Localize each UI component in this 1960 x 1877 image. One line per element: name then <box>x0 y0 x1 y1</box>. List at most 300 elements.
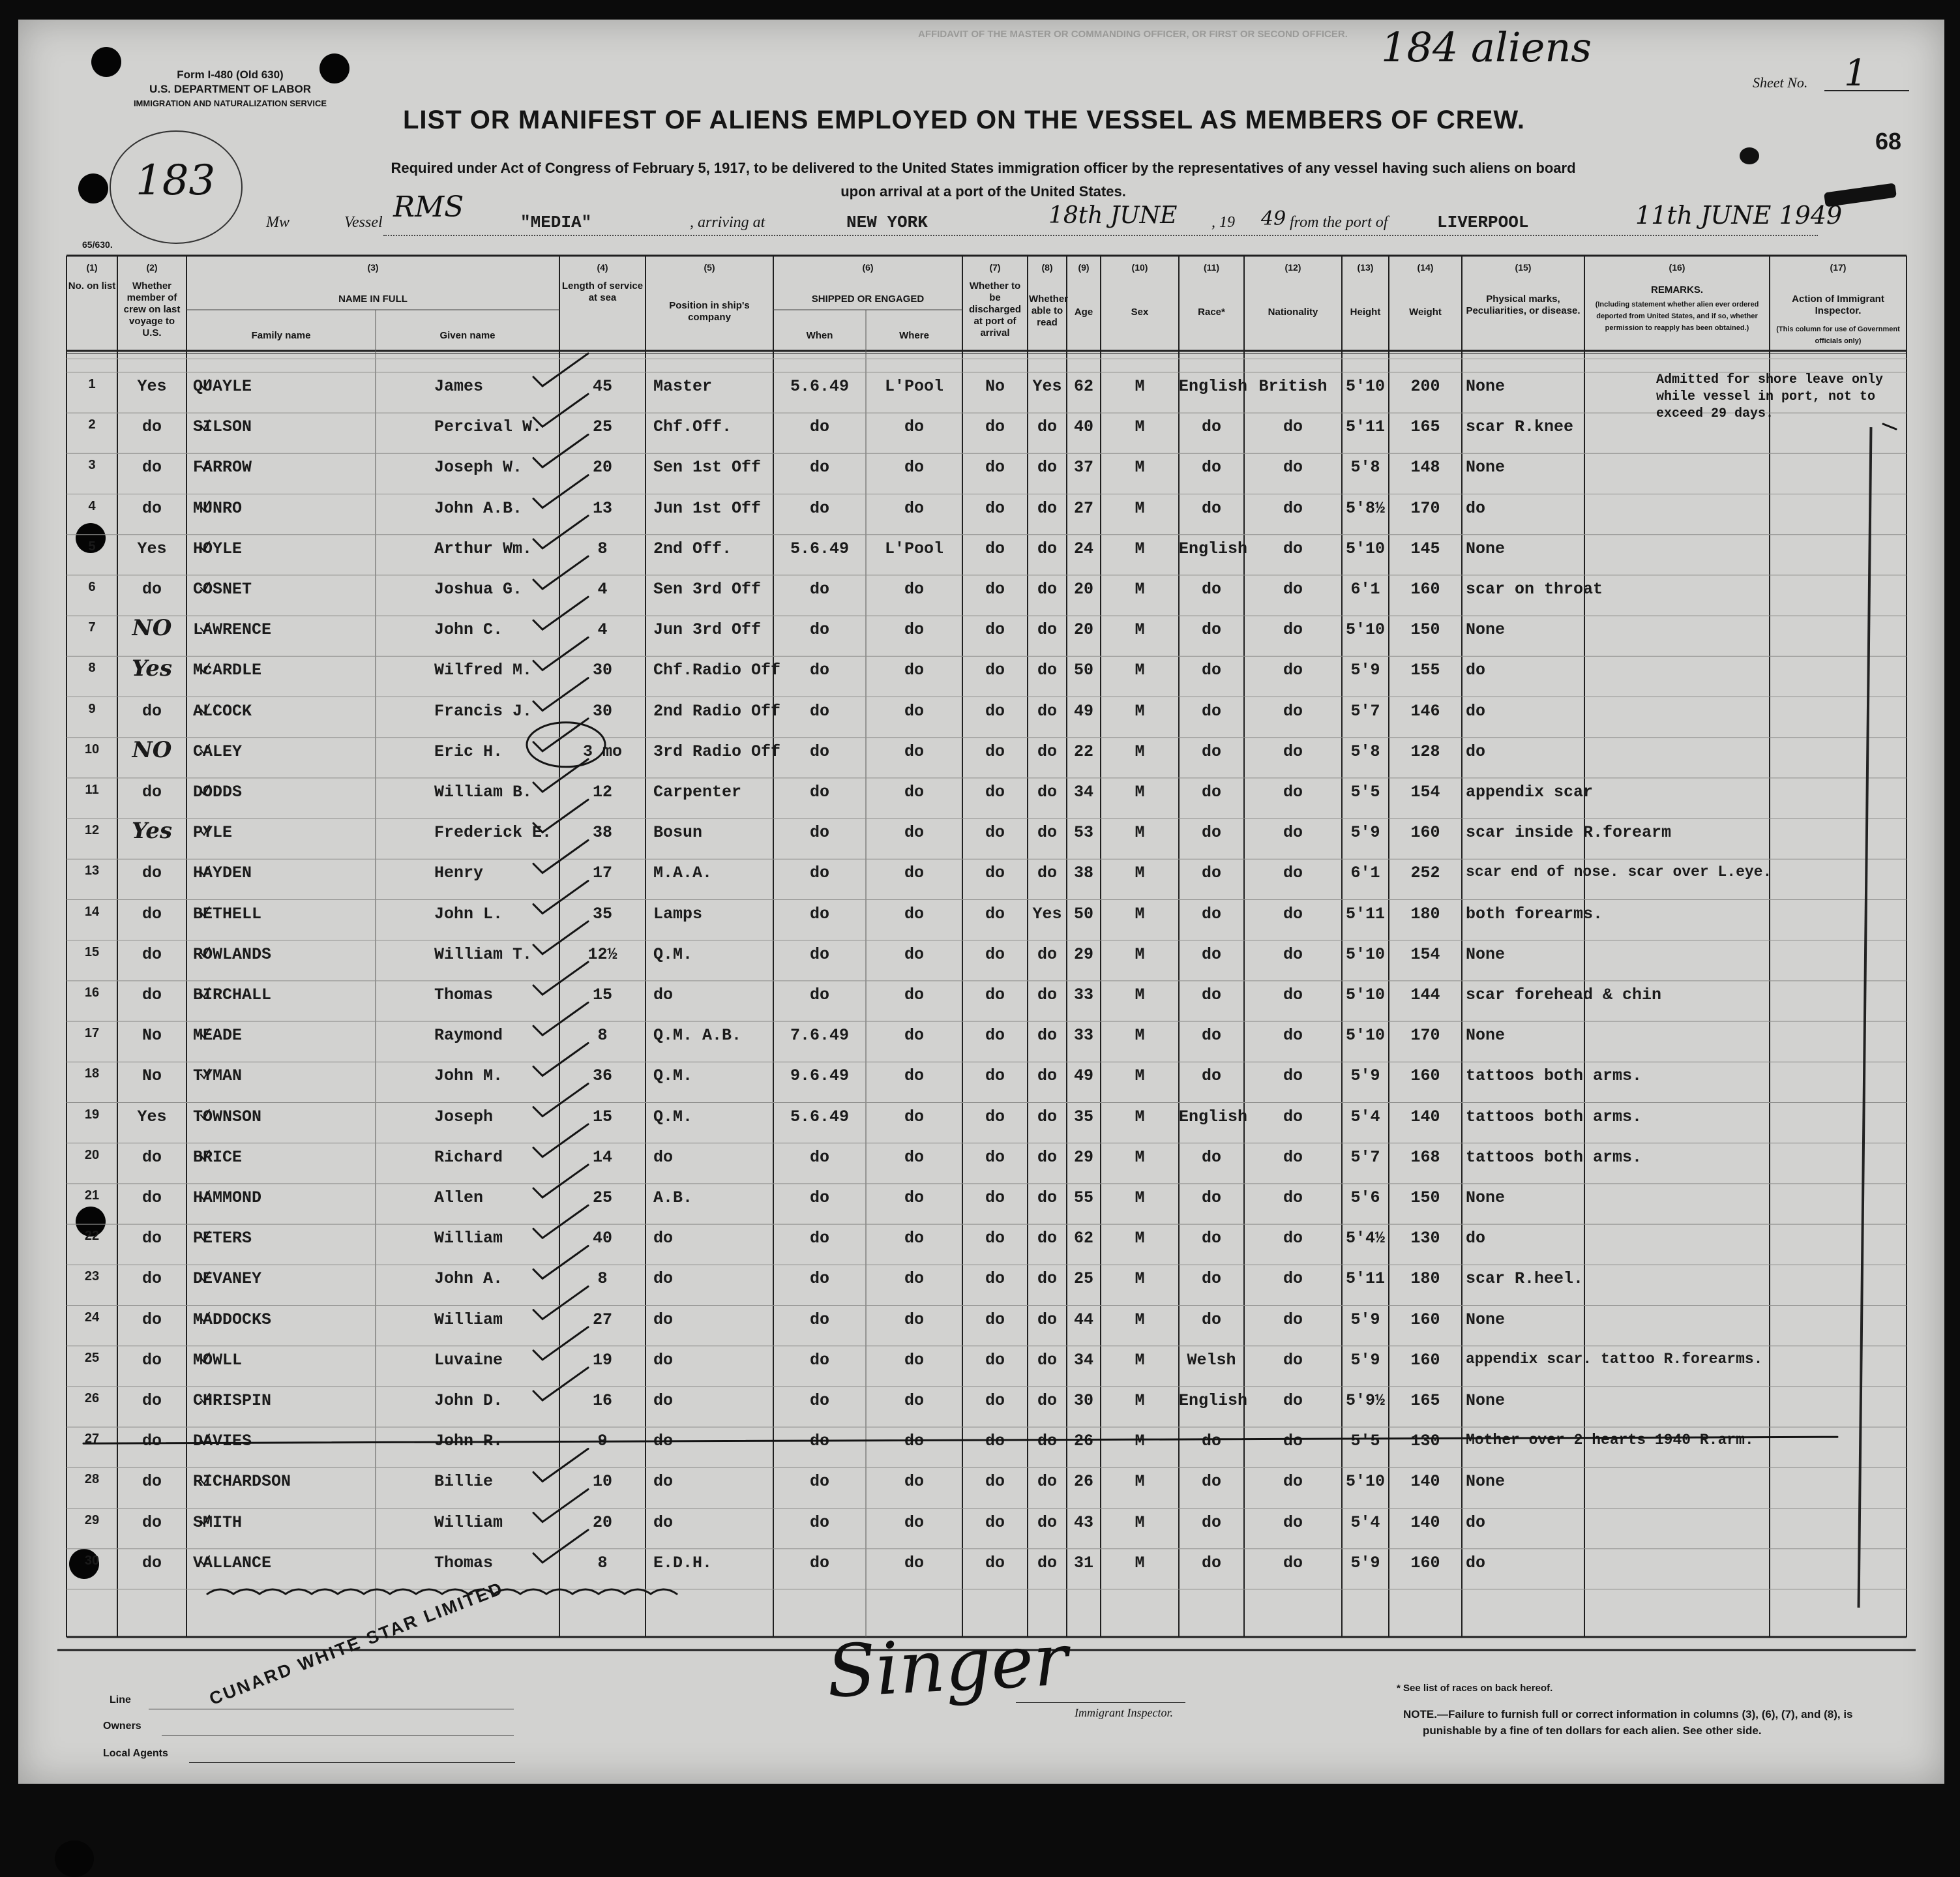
cell-where: do <box>904 1350 924 1370</box>
cell-age: 50 <box>1073 661 1093 680</box>
check-mark <box>533 1449 588 1481</box>
cell-no: 28 <box>84 1472 100 1487</box>
cell-position: do <box>653 1432 674 1451</box>
cell-disch: do <box>985 498 1005 518</box>
cell-weight: 160 <box>1410 1310 1440 1329</box>
cell-prev: do <box>141 458 162 477</box>
column-number: (4) <box>597 262 608 273</box>
cell-age: 44 <box>1073 1310 1093 1329</box>
cell-no: 18 <box>84 1066 100 1081</box>
cell-marks: None <box>1466 458 1506 477</box>
cell-height: 5'10 <box>1345 1026 1385 1045</box>
cell-marks: do <box>1466 742 1486 761</box>
cell-disch: do <box>985 944 1005 964</box>
cell-age: 55 <box>1073 1188 1093 1207</box>
cell-race: do <box>1201 944 1221 964</box>
cell-where: do <box>904 863 924 883</box>
cell-race: do <box>1201 985 1221 1004</box>
cell-weight: 180 <box>1410 1269 1440 1289</box>
cell-prev: NO <box>132 615 172 642</box>
cell-disch: do <box>985 1432 1005 1451</box>
cell-weight: 154 <box>1410 944 1440 964</box>
cell-read: do <box>1037 863 1057 883</box>
cell-position: Chf.Off. <box>653 417 732 437</box>
cell-weight: 140 <box>1410 1472 1440 1492</box>
cell-service: 25 <box>592 1188 612 1207</box>
check-mark <box>533 1246 588 1278</box>
cell-marks: do <box>1466 1229 1486 1248</box>
cell-service: 14 <box>592 1147 612 1167</box>
cell-no: 27 <box>84 1432 100 1447</box>
cell-nat: do <box>1283 985 1303 1004</box>
cell-nat: do <box>1283 1229 1303 1248</box>
cell-height: 5'5 <box>1350 1432 1380 1451</box>
cell-service: 35 <box>592 904 612 923</box>
cell-weight: 170 <box>1410 1026 1440 1045</box>
cell-when: do <box>809 944 829 964</box>
check-mark-small <box>201 1353 209 1362</box>
cell-prev: do <box>141 1512 162 1532</box>
cell-height: 5'11 <box>1345 904 1385 923</box>
cell-when: 5.6.49 <box>790 1107 849 1126</box>
check-mark-small <box>201 1272 209 1281</box>
cell-where: do <box>904 498 924 518</box>
cell-given: Francis J. <box>434 701 533 721</box>
cell-prev: do <box>141 1269 162 1289</box>
cell-height: 5'7 <box>1350 1147 1380 1167</box>
cell-age: 20 <box>1073 580 1093 599</box>
check-mark <box>533 922 588 954</box>
cell-no: 20 <box>84 1147 100 1162</box>
cell-marks: scar R.knee <box>1466 417 1574 437</box>
cell-read: do <box>1037 742 1057 761</box>
year-suffix: 49 <box>1261 207 1286 230</box>
cell-family: MEADE <box>193 1026 243 1045</box>
cell-sex: M <box>1135 863 1145 883</box>
cell-height: 5'10 <box>1345 944 1385 964</box>
penalty-note-line-2: punishable by a fine of ten dollars for each alien. See other side. <box>1423 1724 1762 1737</box>
cell-position: do <box>653 1472 674 1492</box>
cell-age: 24 <box>1073 539 1093 558</box>
cell-when: do <box>809 742 829 761</box>
cell-given: Joshua G. <box>434 580 523 599</box>
arrival-date: 18th JUNE <box>1048 202 1178 229</box>
cell-service: 12½ <box>587 944 617 964</box>
cell-nat: do <box>1283 620 1303 640</box>
cell-marks: do <box>1466 661 1486 680</box>
cell-position: Chf.Radio Off <box>653 661 781 680</box>
cell-service: 27 <box>592 1310 612 1329</box>
cell-prev: do <box>141 1188 162 1207</box>
cell-nat: do <box>1283 1107 1303 1126</box>
cell-read: do <box>1037 701 1057 721</box>
cell-race: do <box>1201 783 1221 802</box>
cell-where: do <box>904 823 924 843</box>
cell-where: do <box>904 1391 924 1410</box>
cell-family: PETERS <box>193 1229 252 1248</box>
cell-race: do <box>1201 580 1221 599</box>
cell-service: 40 <box>592 1229 612 1248</box>
cell-read: do <box>1037 944 1057 964</box>
cell-read: do <box>1037 458 1057 477</box>
cell-read: do <box>1037 1066 1057 1086</box>
cell-family: PYLE <box>193 823 233 843</box>
cell-prev: Yes <box>137 539 167 558</box>
cell-age: 26 <box>1073 1432 1093 1451</box>
cell-prev: do <box>141 904 162 923</box>
cell-height: 6'1 <box>1350 863 1380 883</box>
arriving-label: , arriving at <box>690 214 765 231</box>
cell-given: John A.B. <box>434 498 523 518</box>
cell-marks: appendix scar <box>1466 783 1594 802</box>
line-label: Line <box>110 1694 131 1705</box>
header-c15: Physical marks, Peculiarities, or disease. <box>1466 293 1581 316</box>
departure-date: 11th JUNE 1949 <box>1635 201 1843 230</box>
header-c14: Weight <box>1409 307 1442 318</box>
cell-disch: do <box>985 1066 1005 1086</box>
check-mark <box>533 1327 588 1360</box>
check-mark <box>533 516 588 548</box>
cell-read: Yes <box>1032 377 1062 396</box>
cell-age: 34 <box>1073 1350 1093 1370</box>
cell-when: do <box>809 823 829 843</box>
agents-underline <box>189 1762 515 1763</box>
cell-nat: do <box>1283 498 1303 518</box>
cell-nat: do <box>1283 863 1303 883</box>
cell-service: 19 <box>592 1350 612 1370</box>
cell-sex: M <box>1135 1310 1145 1329</box>
cell-when: do <box>809 1229 829 1248</box>
cell-sex: M <box>1135 944 1145 964</box>
column-number: (17) <box>1830 262 1847 273</box>
cell-marks: None <box>1466 620 1506 640</box>
column-number: (14) <box>1417 262 1434 273</box>
cell-marks: tattoos both arms. <box>1466 1147 1642 1167</box>
cell-disch: do <box>985 701 1005 721</box>
cell-read: do <box>1037 1147 1057 1167</box>
cell-weight: 160 <box>1410 1066 1440 1086</box>
cell-family: HAYDEN <box>193 863 252 883</box>
cell-no: 9 <box>88 701 96 716</box>
cell-weight: 140 <box>1410 1107 1440 1126</box>
cell-weight: 130 <box>1410 1229 1440 1248</box>
cell-when: do <box>809 580 829 599</box>
cell-family: BRICE <box>193 1147 243 1167</box>
cell-prev: do <box>141 1229 162 1248</box>
check-mark-small <box>201 380 209 389</box>
check-mark-small <box>201 582 209 592</box>
cell-sex: M <box>1135 580 1145 599</box>
cell-no: 21 <box>84 1188 100 1203</box>
header-c13: Height <box>1350 307 1381 318</box>
cell-position: Q.M. <box>653 1066 693 1086</box>
hand-mark <box>1883 424 1896 429</box>
cell-disch: do <box>985 1147 1005 1167</box>
cell-when: do <box>809 1147 829 1167</box>
cell-height: 5'9 <box>1350 1310 1380 1329</box>
cell-nat: do <box>1283 783 1303 802</box>
cell-where: do <box>904 1553 924 1572</box>
hand-circle-number: 183 <box>136 157 216 205</box>
cell-sex: M <box>1135 417 1145 437</box>
inspector-underline <box>1016 1702 1185 1703</box>
cell-nat: do <box>1283 742 1303 761</box>
cell-given: William B. <box>434 783 533 802</box>
cell-age: 22 <box>1073 742 1093 761</box>
cell-weight: 154 <box>1410 783 1440 802</box>
cell-race: English <box>1179 1107 1248 1126</box>
cell-position: Carpenter <box>653 783 742 802</box>
cell-marks: both forearms. <box>1466 904 1603 923</box>
cell-disch: do <box>985 1229 1005 1248</box>
cell-age: 25 <box>1073 1269 1093 1289</box>
cell-weight: 160 <box>1410 1350 1440 1370</box>
cell-weight: 200 <box>1410 377 1440 396</box>
cell-height: 5'10 <box>1345 985 1385 1004</box>
cell-sex: M <box>1135 1512 1145 1532</box>
cell-nat: British <box>1258 377 1328 396</box>
cell-prev: Yes <box>131 655 173 682</box>
cell-nat: do <box>1283 661 1303 680</box>
cell-prev: do <box>141 863 162 883</box>
cell-no: 7 <box>88 620 96 635</box>
cell-weight: 165 <box>1410 417 1440 437</box>
cell-family: HOYLE <box>193 539 243 558</box>
cell-family: MADDOCKS <box>193 1310 272 1329</box>
cell-nat: do <box>1283 1188 1303 1207</box>
cell-sex: M <box>1135 1432 1145 1451</box>
cell-service: 10 <box>592 1472 612 1492</box>
cell-race: do <box>1201 1512 1221 1532</box>
cell-read: do <box>1037 539 1057 558</box>
cell-position: Q.M. A.B. <box>653 1026 742 1045</box>
check-mark <box>533 962 588 995</box>
check-mark <box>533 1043 588 1075</box>
cell-sex: M <box>1135 458 1145 477</box>
cell-family: SMITH <box>193 1512 243 1532</box>
form-number: Form I-480 (Old 630) <box>177 68 284 81</box>
cell-age: 53 <box>1073 823 1093 843</box>
header-c5: Position in ship's company <box>669 300 750 323</box>
cell-race: English <box>1179 377 1248 396</box>
cell-nat: do <box>1283 417 1303 437</box>
check-mark-small <box>201 1313 209 1322</box>
check-mark <box>533 1368 588 1400</box>
hand-marks <box>18 20 1944 1784</box>
cell-marks: tattoos both arms. <box>1466 1107 1642 1126</box>
cell-given: Raymond <box>434 1026 503 1045</box>
cell-disch: do <box>985 823 1005 843</box>
cell-height: 5'4½ <box>1345 1229 1385 1248</box>
cell-prev: No <box>141 1066 162 1086</box>
cell-family: MUNRO <box>193 498 243 518</box>
cell-where: do <box>904 944 924 964</box>
cell-service: 25 <box>592 417 612 437</box>
vessel-name: "MEDIA" <box>520 213 592 232</box>
cell-given: Henry <box>434 863 484 883</box>
check-mark-small <box>201 420 209 429</box>
cell-where: L'Pool <box>884 377 943 396</box>
cell-read: do <box>1037 1107 1057 1126</box>
cell-nat: do <box>1283 823 1303 843</box>
cell-prev: NO <box>132 736 172 763</box>
cell-given: William <box>434 1229 503 1248</box>
cell-family: DAVIES <box>193 1432 252 1451</box>
cell-weight: 148 <box>1410 458 1440 477</box>
check-mark-small <box>201 826 209 835</box>
check-mark-small <box>201 1231 209 1240</box>
cell-marks: scar on throat <box>1466 580 1603 599</box>
check-mark-small <box>201 502 209 511</box>
check-mark-small <box>201 1516 209 1525</box>
cell-disch: do <box>985 742 1005 761</box>
cell-where: do <box>904 1147 924 1167</box>
cell-read: do <box>1037 417 1057 437</box>
cell-nat: do <box>1283 539 1303 558</box>
service-name: IMMIGRATION AND NATURALIZATION SERVICE <box>133 98 327 108</box>
cell-read: do <box>1037 1229 1057 1248</box>
cell-when: do <box>809 1553 829 1572</box>
cell-no: 29 <box>84 1512 100 1527</box>
cell-family: BETHELL <box>193 904 262 923</box>
cell-when: do <box>809 863 829 883</box>
form-title: LIST OR MANIFEST OF ALIENS EMPLOYED ON THE VESSEL AS MEMBERS OF CREW. <box>403 106 1525 134</box>
cell-when: do <box>809 1350 829 1370</box>
cell-weight: 160 <box>1410 1553 1440 1572</box>
subtitle-line-2: upon arrival at a port of the United States. <box>840 183 1126 200</box>
cell-prev: do <box>141 1432 162 1451</box>
cell-age: 31 <box>1073 1553 1093 1572</box>
cell-read: do <box>1037 1310 1057 1329</box>
cell-when: do <box>809 1432 829 1451</box>
cell-marks: do <box>1466 1553 1486 1572</box>
cell-height: 5'9 <box>1350 1553 1380 1572</box>
penalty-note <box>1403 1706 1853 1739</box>
header-remarks: REMARKS. <box>1650 284 1703 295</box>
cell-age: 30 <box>1073 1391 1093 1410</box>
cell-given: John A. <box>434 1269 503 1289</box>
cell-sex: M <box>1135 1147 1145 1167</box>
cell-where: do <box>904 417 924 437</box>
cell-when: do <box>809 1512 829 1532</box>
cell-marks: None <box>1466 1310 1506 1329</box>
check-mark <box>533 597 588 629</box>
cell-service: 13 <box>592 498 612 518</box>
cell-nat: do <box>1283 1512 1303 1532</box>
cell-height: 6'1 <box>1350 580 1380 599</box>
cell-family: LAWRENCE <box>193 620 272 640</box>
cell-family: HAMMOND <box>193 1188 262 1207</box>
cell-position: 3rd Radio Off <box>653 742 781 761</box>
cell-read: do <box>1037 1188 1057 1207</box>
check-mark <box>533 434 588 467</box>
cell-weight: 252 <box>1410 863 1440 883</box>
cell-read: do <box>1037 580 1057 599</box>
cell-given: William T. <box>434 944 533 964</box>
cell-prev: do <box>141 783 162 802</box>
header-c2: Whether member of crew on last voyage to U.S. <box>123 280 181 338</box>
cell-sex: M <box>1135 1269 1145 1289</box>
cell-race: do <box>1201 1472 1221 1492</box>
cell-read: do <box>1037 1391 1057 1410</box>
cell-read: Yes <box>1032 904 1062 923</box>
inspector-signature: Singer <box>824 1617 1070 1714</box>
cell-where: do <box>904 458 924 477</box>
cell-weight: 128 <box>1410 742 1440 761</box>
cell-read: do <box>1037 1553 1057 1572</box>
cell-sex: M <box>1135 1472 1145 1492</box>
cell-family: CHRISPIN <box>193 1391 272 1410</box>
cell-where: do <box>904 1310 924 1329</box>
cell-height: 5'9 <box>1350 1066 1380 1086</box>
cell-given: William <box>434 1512 503 1532</box>
cell-marks: None <box>1466 377 1506 396</box>
cell-marks: None <box>1466 1391 1506 1410</box>
check-mark <box>533 800 588 832</box>
cell-family: DEVANEY <box>193 1269 262 1289</box>
cell-sex: M <box>1135 1229 1145 1248</box>
cell-no: 13 <box>84 863 100 878</box>
cell-prev: do <box>141 1147 162 1167</box>
cell-read: do <box>1037 498 1057 518</box>
header-c7: Whether to be discharged at port of arrival <box>968 280 1022 338</box>
cell-nat: do <box>1283 701 1303 721</box>
cell-no: 10 <box>84 742 100 757</box>
cell-weight: 168 <box>1410 1147 1440 1167</box>
cell-disch: do <box>985 1512 1005 1532</box>
cell-disch: do <box>985 1188 1005 1207</box>
cell-no: 11 <box>85 783 99 797</box>
cell-height: 5'10 <box>1345 1472 1385 1492</box>
cell-position: Master <box>653 377 713 396</box>
cell-age: 34 <box>1073 783 1093 802</box>
cell-service: 8 <box>597 539 608 558</box>
check-mark <box>533 1205 588 1238</box>
cell-service: 3 mo <box>582 742 622 761</box>
header-shipped-engaged: SHIPPED OR ENGAGED <box>811 293 925 305</box>
cell-when: 5.6.49 <box>790 377 849 396</box>
cell-weight: 170 <box>1410 498 1440 518</box>
cell-prev: Yes <box>137 377 167 396</box>
column-number: (6) <box>862 262 874 273</box>
check-mark-small <box>201 1150 209 1160</box>
cell-family: DODDS <box>193 783 243 802</box>
cell-sex: M <box>1135 1026 1145 1045</box>
cell-service: 20 <box>592 1512 612 1532</box>
cell-nat: do <box>1283 580 1303 599</box>
header-c1: No. on list <box>68 280 116 292</box>
cell-race: do <box>1201 498 1221 518</box>
cell-sex: M <box>1135 377 1145 396</box>
cell-service: 20 <box>592 458 612 477</box>
cell-when: do <box>809 661 829 680</box>
cell-marks: do <box>1466 701 1486 721</box>
cell-age: 49 <box>1073 701 1093 721</box>
cell-no: 16 <box>84 985 100 1000</box>
check-mark <box>533 1287 588 1319</box>
cell-where: do <box>904 1107 924 1126</box>
cell-nat: do <box>1283 1269 1303 1289</box>
column-number: (2) <box>146 262 158 273</box>
cell-marks: None <box>1466 539 1506 558</box>
cell-disch: do <box>985 1553 1005 1572</box>
check-mark <box>533 840 588 873</box>
cell-where: L'Pool <box>884 539 943 558</box>
cell-read: do <box>1037 1269 1057 1289</box>
cell-where: do <box>904 1026 924 1045</box>
cell-age: 27 <box>1073 498 1093 518</box>
column-number: (8) <box>1041 262 1053 273</box>
